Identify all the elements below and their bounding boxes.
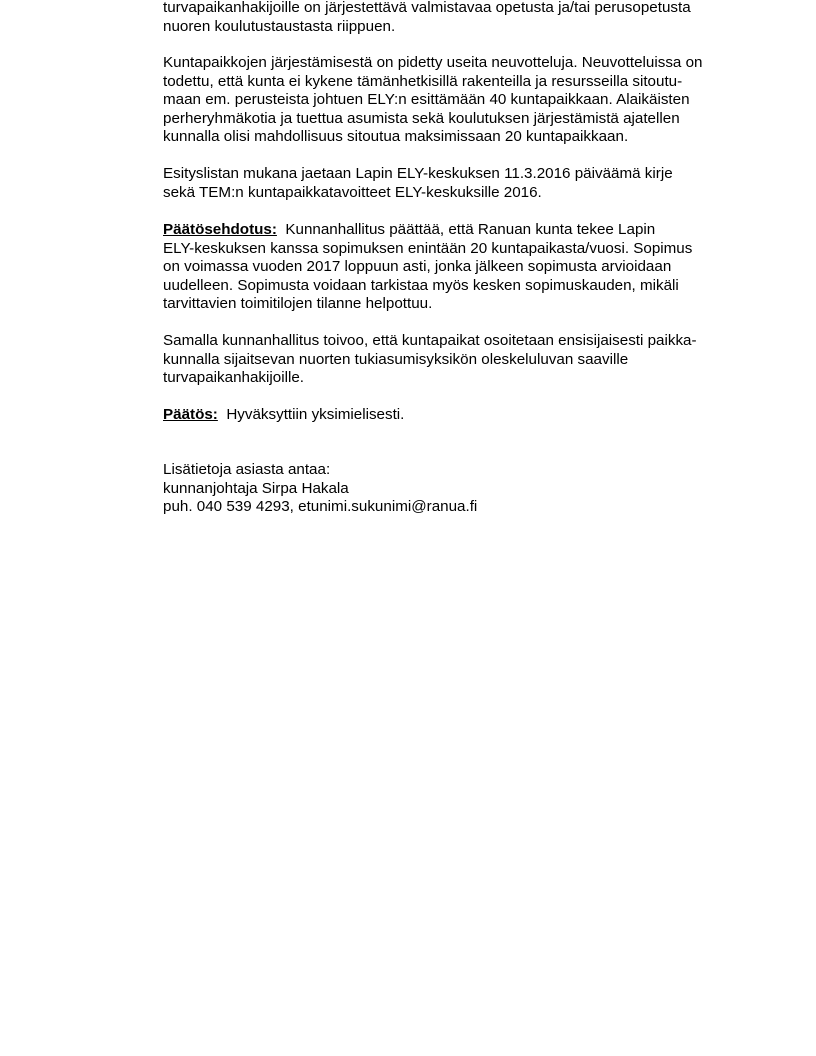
contact-name: kunnanjohtaja Sirpa Hakala (163, 479, 349, 497)
negotiations-paragraph (163, 54, 743, 147)
attachments-line: sekä TEM:n kuntapaikkatavoitteet ELY-keskuksille 2016. (163, 183, 542, 201)
intro-line: nuoren koulutustaustasta riippuen. (163, 17, 396, 35)
negotiations-line: kunnalla olisi mahdollisuus sitoutua maksimissaan 20 kuntapaikkaan. (163, 128, 629, 145)
wish-paragraph (163, 332, 743, 388)
negotiations-line: maan em. perusteista johtuen ELY:n esittämään 40 kuntapaikkaan. Alaikäisten (163, 91, 690, 108)
proposal-line: tarvittavien toimitilojen tilanne helpottuu. (163, 295, 433, 312)
proposal-paragraph (163, 221, 743, 314)
intro-paragraph (163, 0, 743, 36)
contact-phone-email: puh. 040 539 4293, etunimi.sukunimi@ranua.fi (163, 498, 478, 515)
negotiations-line: todettu, että kunta ei kykene tämänhetkisillä rakenteilla ja resursseilla sitoutu- (163, 72, 683, 90)
proposal-label: Päätösehdotus: (163, 221, 277, 238)
negotiations-line: perheryhmäkotia ja tuettua asumista sekä koulutuksen järjestämistä ajatellen (163, 109, 680, 127)
contact-heading: Lisätietoja asiasta antaa: (163, 461, 331, 478)
attachments-paragraph (163, 165, 743, 202)
negotiations-line: Kuntapaikkojen järjestämisestä on pidetty useita neuvotteluja. Neuvotteluissa on (163, 54, 703, 71)
wish-line: Samalla kunnanhallitus toivoo, että kuntapaikat osoitetaan ensisijaisesti paikka- (163, 332, 697, 349)
decision-text: Hyväksyttiin yksimielisesti. (226, 406, 405, 423)
decision-label: Päätös: (163, 406, 218, 423)
intro-line: turvapaikanhakijoille on järjestettävä valmistavaa opetusta ja/tai perusopetusta (163, 0, 691, 16)
attachments-line: Esityslistan mukana jaetaan Lapin ELY-keskuksen 11.3.2016 päiväämä kirje (163, 165, 673, 182)
wish-line: kunnalla sijaitsevan nuorten tukiasumisyksikön oleskeluluvan saaville (163, 350, 629, 368)
proposal-first-text: Kunnanhallitus päättää, että Ranuan kunta tekee Lapin (285, 221, 656, 238)
decision-line (163, 406, 743, 425)
wish-line: turvapaikanhakijoille. (163, 369, 304, 386)
decision-paragraph (163, 406, 743, 425)
proposal-line: ELY-keskuksen kanssa sopimuksen enintään 20 kuntapaikasta/vuosi. Sopimus (163, 239, 693, 257)
proposal-first-line (163, 221, 743, 240)
proposal-line: uudelleen. Sopimusta voidaan tarkistaa myös kesken sopimuskauden, mikäli (163, 276, 679, 294)
proposal-line: on voimassa vuoden 2017 loppuun asti, jonka jälkeen sopimusta arvioidaan (163, 258, 672, 275)
contact-block (163, 461, 743, 517)
